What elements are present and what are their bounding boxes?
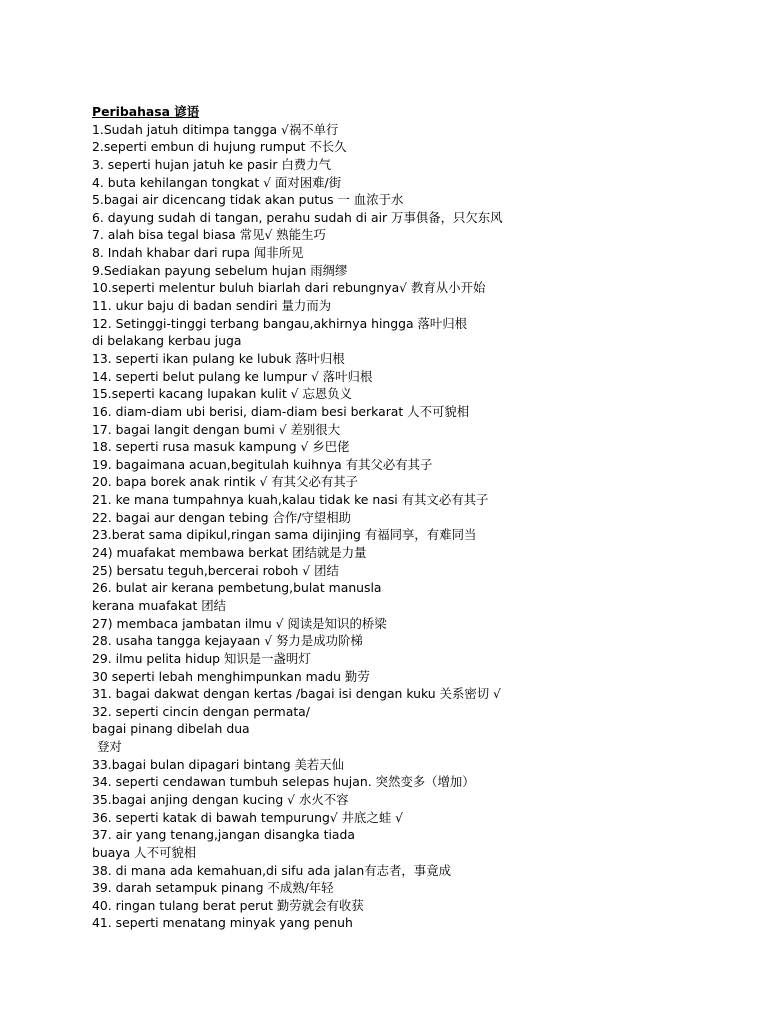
proverb-line: 1.Sudah jatuh ditimpa tangga √祸不单行 <box>92 121 339 137</box>
proverb-line: 6. dayung sudah di tangan, perahu sudah di air 万事俱备，只欠东风 <box>92 209 503 225</box>
proverb-line-continued: kerana muafakat 团结 <box>92 597 227 613</box>
proverb-line: 7. alah bisa tegal biasa 常见√ 熟能生巧 <box>92 227 326 243</box>
proverb-line: 33.bagai bulan dipagari bintang 美若天仙 <box>92 756 345 772</box>
proverb-line: 27) membaca jambatan ilmu √ 阅读是知识的桥梁 <box>92 615 387 631</box>
proverb-line: 37. air yang tenang,jangan disangka tiada <box>92 827 355 843</box>
proverb-line: 40. ringan tulang berat perut 勤劳就会有收获 <box>92 897 364 913</box>
proverb-line: 22. bagai aur dengan tebing 合作/守望相助 <box>92 509 351 525</box>
proverb-line: 24) muafakat membawa berkat 团结就是力量 <box>92 545 367 561</box>
proverb-line: 18. seperti rusa masuk kampung √ 乡巴佬 <box>92 439 350 455</box>
proverb-line: 12. Setinggi-tinggi terbang bangau,akhirnya hingga 落叶归根 <box>92 315 468 331</box>
proverb-line: 41. seperti menatang minyak yang penuh <box>92 915 353 931</box>
proverb-line: 13. seperti ikan pulang ke lubuk 落叶归根 <box>92 350 345 366</box>
proverb-line: 3. seperti hujan jatuh ke pasir 白费力气 <box>92 156 331 172</box>
proverb-line: 36. seperti katak di bawah tempurung√ 井底之蛙 √ <box>92 809 404 825</box>
document-page <box>92 103 752 932</box>
proverb-line: 26. bulat air kerana pembetung,bulat manusla <box>92 580 382 596</box>
proverb-line: 4. buta kehilangan tongkat √ 面对困难/街 <box>92 174 342 190</box>
proverb-line-continued: bagai pinang dibelah dua <box>92 721 250 737</box>
proverb-line: 21. ke mana tumpahnya kuah,kalau tidak ke nasi 有其文必有其子 <box>92 492 489 508</box>
proverb-line: 23.berat sama dipikul,ringan sama dijinjing 有福同享，有难同当 <box>92 527 477 543</box>
proverb-line: 2.seperti embun di hujung rumput 不长久 <box>92 139 347 155</box>
proverb-line: 19. bagaimana acuan,begitulah kuihnya 有其父必有其子 <box>92 456 433 472</box>
proverb-line: 8. Indah khabar dari rupa 闻非所见 <box>92 245 304 261</box>
proverb-line: 9.Sediakan payung sebelum hujan 雨绸缪 <box>92 262 348 278</box>
proverb-line: 11. ukur baju di badan sendiri 量力而为 <box>92 298 332 314</box>
proverb-line: 32. seperti cincin dengan permata/ <box>92 703 310 719</box>
proverb-line: 34. seperti cendawan tumbuh selepas hujan. 突然变多（增加） <box>92 774 475 790</box>
proverb-line-continued: buaya 人不可貌相 <box>92 844 197 860</box>
proverb-line: 17. bagai langit dengan bumi √ 差别很大 <box>92 421 341 437</box>
proverb-line: 16. diam-diam ubi berisi, diam-diam besi berkarat 人不可貌相 <box>92 403 470 419</box>
document-title: Peribahasa 谚语 <box>92 104 200 119</box>
proverb-line: 29. ilmu pelita hidup 知识是一盏明灯 <box>92 650 311 666</box>
proverb-line: 25) bersatu teguh,bercerai roboh √ 团结 <box>92 562 339 578</box>
proverb-line: 28. usaha tangga kejayaan √ 努力是成功阶梯 <box>92 633 363 649</box>
proverb-line: 14. seperti belut pulang ke lumpur √ 落叶归根 <box>92 368 373 384</box>
proverb-line: 20. bapa borek anak rintik √ 有其父必有其子 <box>92 474 359 490</box>
proverb-line-continued: 登对 <box>97 739 122 755</box>
proverb-line: 10.seperti melentur buluh biarlah dari rebungnya√ 教育从小开始 <box>92 280 486 296</box>
proverb-line-continued: di belakang kerbau juga <box>92 333 242 349</box>
proverb-line: 5.bagai air dicencang tidak akan putus 一 血浓于水 <box>92 192 404 208</box>
proverb-line: 38. di mana ada kemahuan,di sifu ada jalan有志者，事竟成 <box>92 862 451 878</box>
proverb-line: 15.seperti kacang lupakan kulit √ 忘恩负义 <box>92 386 353 402</box>
proverb-line: 39. darah setampuk pinang 不成熟/年轻 <box>92 880 334 896</box>
proverb-line: 35.bagai anjing dengan kucing √ 水火不容 <box>92 791 349 807</box>
proverb-line: 31. bagai dakwat dengan kertas /bagai isi dengan kuku 关系密切 √ <box>92 686 501 702</box>
proverb-line: 30 seperti lebah menghimpunkan madu 勤劳 <box>92 668 370 684</box>
